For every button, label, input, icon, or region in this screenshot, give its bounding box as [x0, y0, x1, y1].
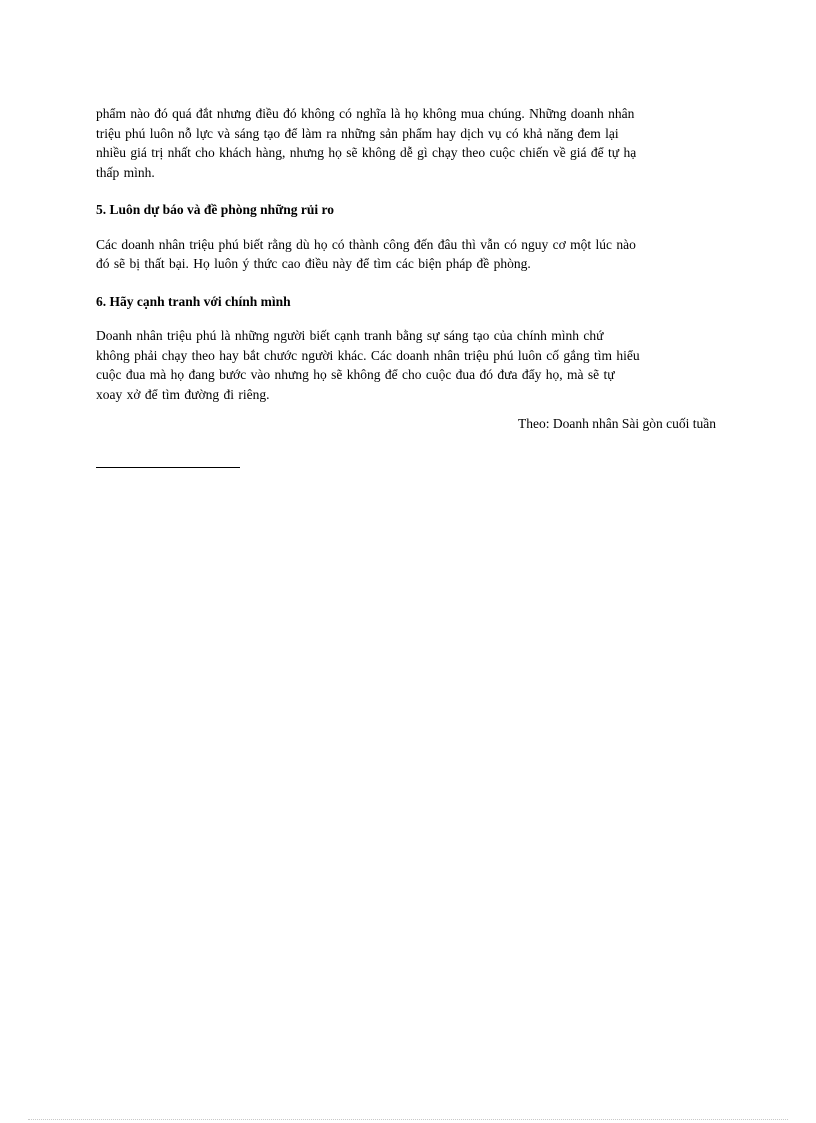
paragraph-line: cuộc đua mà họ đang bước vào nhưng họ sẽ không để cho cuộc đua đó đưa đẩy họ, mà sẽ tự [96, 367, 615, 382]
document-body [96, 104, 716, 434]
section-5-heading: 5. Luôn dự báo và đề phòng những rủi ro [96, 202, 335, 217]
spacer [96, 274, 716, 292]
paragraph-line: nhiều giá trị nhất cho khách hàng, nhưng họ sẽ không dễ gì chạy theo cuộc chiến về giá để tự hạ [96, 145, 637, 160]
paragraph-line: xoay xở để tìm đường đi riêng. [96, 386, 270, 402]
source-attribution: Theo: Doanh nhân Sài gòn cuối tuần [518, 416, 716, 431]
section-6-heading: 6. Hãy cạnh tranh với chính mình [96, 293, 291, 309]
spacer [96, 182, 716, 200]
intro-paragraph [96, 104, 716, 182]
page-bottom-border [28, 1119, 788, 1120]
footnote-separator [96, 467, 240, 468]
paragraph-line: Doanh nhân triệu phú là những người biết cạnh tranh bằng sự sáng tạo của chính mình chứ [96, 328, 604, 343]
paragraph-line: không phải chạy theo hay bắt chước người khác. Các doanh nhân triệu phú luôn cố gắng tìm hiểu [96, 347, 640, 363]
paragraph-line: thấp mình. [96, 164, 155, 180]
paragraph-line: Các doanh nhân triệu phú biết rằng dù họ có thành công đến đâu thì vẫn có nguy cơ một lúc nào [96, 236, 636, 252]
paragraph-line: phẩm nào đó quá đắt nhưng điều đó không có nghĩa là họ không mua chúng. Những doanh nhân [96, 106, 635, 121]
paragraph-line: triệu phú luôn nỗ lực và sáng tạo để làm ra những sản phẩm hay dịch vụ có khả năng đem lại [96, 125, 619, 141]
spacer [96, 220, 716, 235]
section-6-paragraph [96, 326, 716, 404]
spacer [96, 311, 716, 326]
section-5-paragraph [96, 235, 716, 274]
paragraph-line: đó sẽ bị thất bại. Họ luôn ý thức cao điều này để tìm các biện pháp đề phòng. [96, 256, 531, 271]
